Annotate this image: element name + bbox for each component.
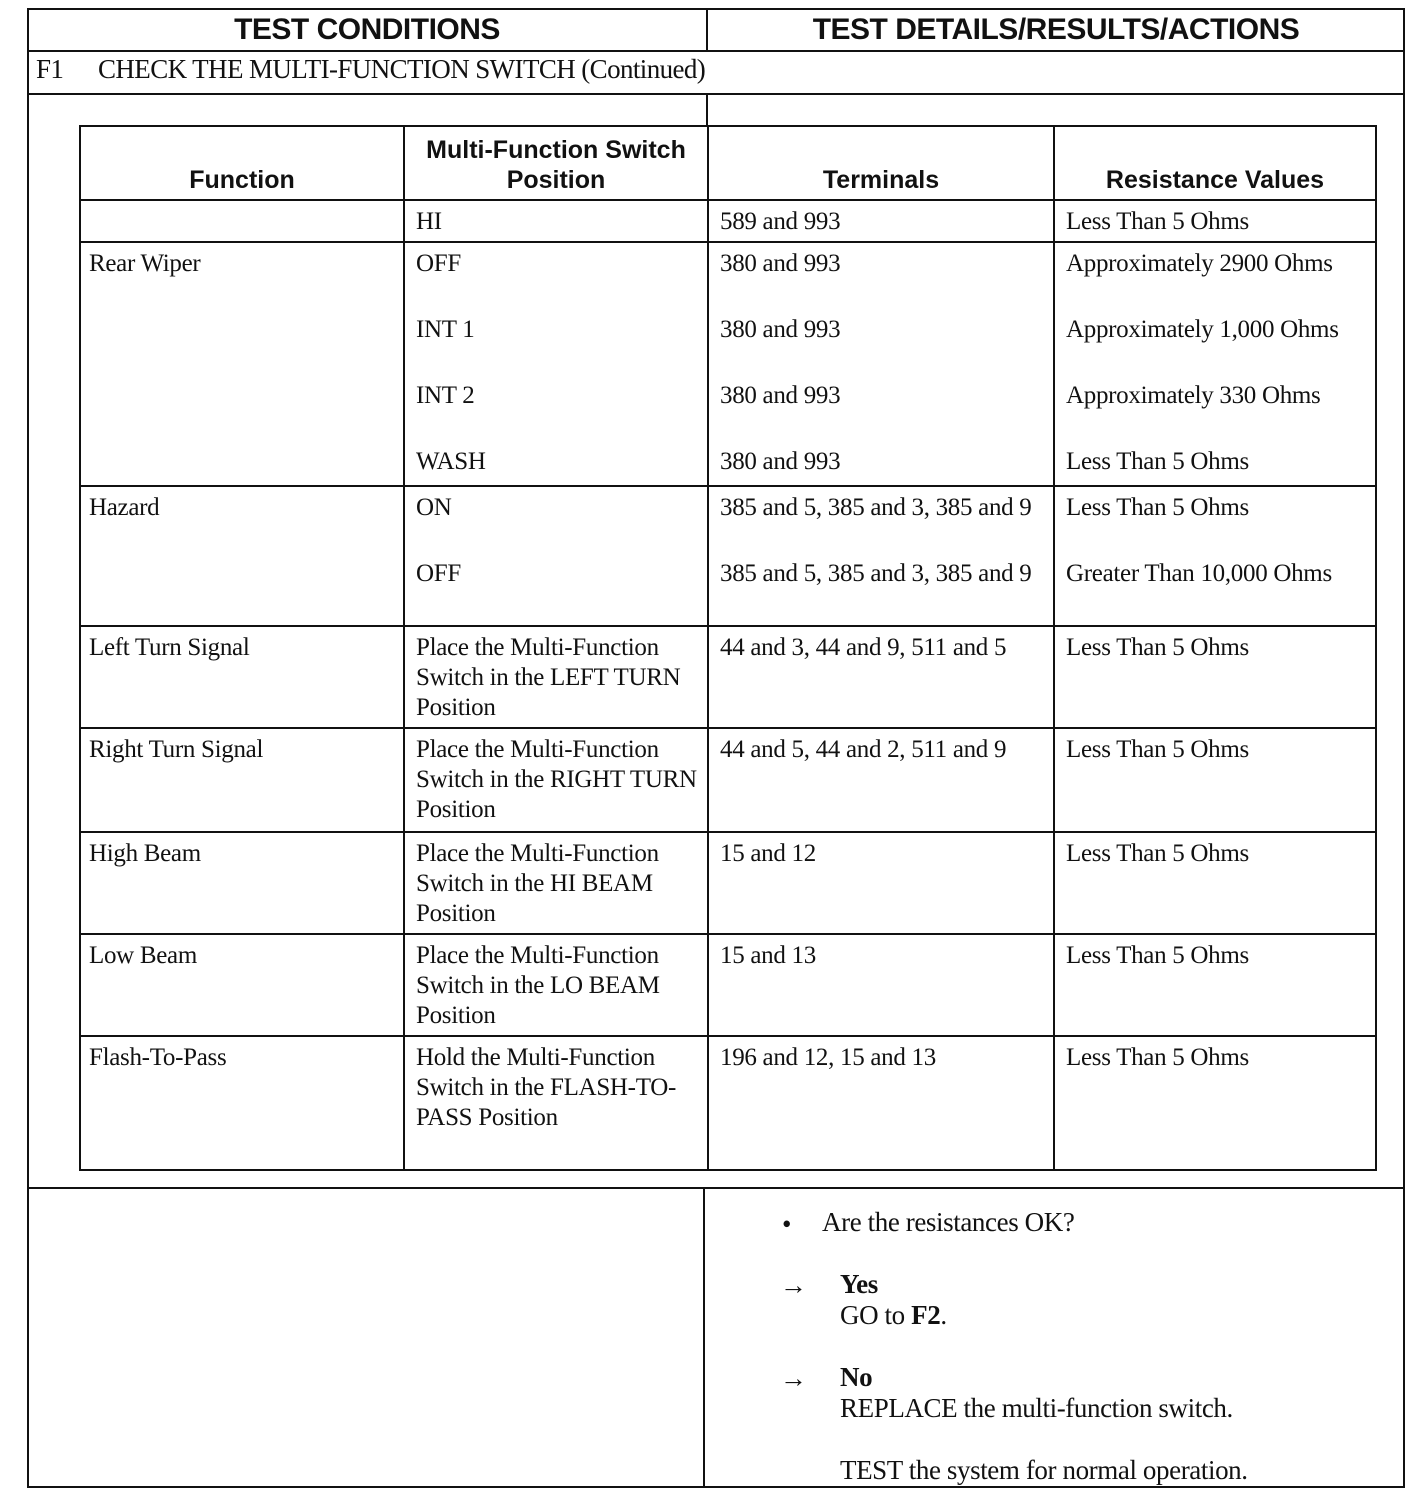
terminals-value: 15 and 12 <box>720 840 816 867</box>
position-value: Place the Multi-Function Switch in the LEFT TURN Position <box>416 634 681 721</box>
position-value: HI <box>416 208 442 235</box>
terminals-cell <box>708 242 1054 486</box>
resistance-cell <box>1054 1036 1376 1170</box>
resistance-value: Less Than 5 Ohms <box>1066 634 1249 661</box>
position-value: OFF <box>416 250 461 277</box>
terminals-cell <box>708 626 1054 728</box>
position-value: ON <box>416 494 452 521</box>
position-cell <box>404 934 708 1036</box>
column-header-resistance <box>1054 126 1376 200</box>
yes-action-target: F2 <box>911 1300 941 1330</box>
function-cell <box>80 242 404 486</box>
no-arrow-icon: → <box>780 1363 807 1393</box>
position-value: Place the Multi-Function Switch in the RIGHT TURN Position <box>416 736 697 823</box>
terminals-value: 380 and 993 <box>720 448 841 475</box>
function-text: Right Turn Signal <box>89 736 264 763</box>
position-cell <box>404 200 708 242</box>
position-cell <box>404 832 708 934</box>
yes-label: Yes <box>840 1269 878 1299</box>
terminals-cell <box>708 728 1054 832</box>
table-row <box>80 200 1376 242</box>
resistance-value: Approximately 1,000 Ohms <box>1066 316 1339 343</box>
resistance-cell <box>1054 486 1376 626</box>
question-text: Are the resistances OK? <box>822 1207 1075 1237</box>
column-header-line: Function <box>189 166 295 194</box>
terminals-value: 380 and 993 <box>720 250 841 277</box>
position-cell <box>404 486 708 626</box>
resistance-value: Less Than 5 Ohms <box>1066 208 1249 235</box>
resistance-cell-content <box>1055 243 1375 485</box>
function-text: Left Turn Signal <box>89 634 250 661</box>
resistance-cell <box>1054 626 1376 728</box>
position-cell <box>404 626 708 728</box>
resistance-cell <box>1054 200 1376 242</box>
lower-top-rule <box>27 1187 1405 1189</box>
step-title-text: CHECK THE MULTI-FUNCTION SWITCH (Continued) <box>98 54 706 84</box>
position-value: Hold the Multi-Function Switch in the FLASH-TO-PASS Position <box>416 1044 676 1131</box>
step-title <box>36 54 705 85</box>
terminals-value: 44 and 3, 44 and 9, 511 and 5 <box>720 634 1007 661</box>
resistance-cell-content <box>1055 201 1375 241</box>
resistance-value: Greater Than 10,000 Ohms <box>1066 560 1332 587</box>
table-row <box>80 242 1376 486</box>
resistance-cell-content <box>1055 487 1375 623</box>
function-cell <box>80 1036 404 1170</box>
function-cell <box>80 934 404 1036</box>
terminals-cell-content <box>709 201 1053 241</box>
lower-divider <box>703 1187 705 1488</box>
yes-action <box>840 1300 947 1331</box>
resistance-value: Less Than 5 Ohms <box>1066 942 1249 969</box>
yes-arrow-icon: → <box>780 1270 807 1300</box>
position-cell-content <box>405 1037 707 1137</box>
terminals-cell-content <box>709 1037 1053 1077</box>
position-value: Place the Multi-Function Switch in the LO BEAM Position <box>416 942 660 1029</box>
terminals-value: 380 and 993 <box>720 382 841 409</box>
terminals-cell <box>708 832 1054 934</box>
table-body <box>80 200 1376 1170</box>
resistance-cell-content <box>1055 627 1375 667</box>
function-cell <box>80 486 404 626</box>
position-cell-content <box>405 833 707 933</box>
terminals-value: 385 and 5, 385 and 3, 385 and 9 <box>720 494 1032 521</box>
resistance-value: Less Than 5 Ohms <box>1066 494 1249 521</box>
table-header-row <box>80 126 1376 200</box>
step-bottom-rule <box>27 93 1405 95</box>
position-value: INT 1 <box>416 316 475 343</box>
terminals-cell <box>708 934 1054 1036</box>
position-cell-content <box>405 627 707 727</box>
column-header-line: Multi-Function Switch <box>426 136 686 164</box>
no-label: No <box>840 1362 873 1392</box>
resistance-cell-content <box>1055 729 1375 769</box>
terminals-value: 15 and 13 <box>720 942 816 969</box>
position-value: Place the Multi-Function Switch in the HI BEAM Position <box>416 840 659 927</box>
position-cell-content <box>405 729 707 829</box>
function-text: Rear Wiper <box>89 250 201 277</box>
terminals-value: 44 and 5, 44 and 2, 511 and 9 <box>720 736 1007 763</box>
table-row <box>80 486 1376 626</box>
resistance-value: Approximately 2900 Ohms <box>1066 250 1333 277</box>
column-header-line: Resistance Values <box>1105 166 1325 194</box>
upper-divider <box>706 93 708 127</box>
terminals-cell-content <box>709 487 1053 623</box>
header-bottom-rule <box>27 50 1405 52</box>
position-cell <box>404 728 708 832</box>
function-text: High Beam <box>89 840 201 867</box>
resistance-cell <box>1054 242 1376 486</box>
column-header-terminals <box>708 126 1054 200</box>
resistance-value: Approximately 330 Ohms <box>1066 382 1321 409</box>
position-value: INT 2 <box>416 382 475 409</box>
no-action-replace: REPLACE the multi-function switch. <box>840 1393 1233 1423</box>
function-cell <box>80 200 404 242</box>
function-text: Flash-To-Pass <box>89 1044 227 1071</box>
function-text: Hazard <box>89 494 160 521</box>
resistance-cell-content <box>1055 1037 1375 1077</box>
yes-action-suffix: . <box>940 1300 947 1330</box>
function-cell <box>80 832 404 934</box>
resistance-value: Less Than 5 Ohms <box>1066 840 1249 867</box>
position-cell <box>404 1036 708 1170</box>
terminals-cell-content <box>709 729 1053 769</box>
function-cell <box>80 626 404 728</box>
terminals-cell-content <box>709 833 1053 873</box>
table-row <box>80 934 1376 1036</box>
terminals-value: 196 and 12, 15 and 13 <box>720 1044 936 1071</box>
column-header-line: Position <box>506 166 606 194</box>
function-cell <box>80 728 404 832</box>
resistance-cell <box>1054 728 1376 832</box>
resistance-value: Less Than 5 Ohms <box>1066 736 1249 763</box>
resistance-value: Less Than 5 Ohms <box>1066 448 1249 475</box>
terminals-value: 589 and 993 <box>720 208 841 235</box>
no-action-test: TEST the system for normal operation. <box>840 1455 1248 1485</box>
header-divider <box>706 8 708 52</box>
function-text <box>81 201 403 211</box>
resistance-table <box>79 125 1377 1171</box>
terminals-value: 385 and 5, 385 and 3, 385 and 9 <box>720 560 1032 587</box>
terminals-cell <box>708 1036 1054 1170</box>
resistance-cell-content <box>1055 935 1375 975</box>
terminals-value: 380 and 993 <box>720 316 841 343</box>
column-header-line: Terminals <box>822 166 940 194</box>
position-cell-content <box>405 243 707 485</box>
position-cell-content <box>405 935 707 1035</box>
header-test-details: TEST DETAILS/RESULTS/ACTIONS <box>812 12 1300 46</box>
position-value: OFF <box>416 560 461 587</box>
yes-action-prefix: GO to <box>840 1300 912 1330</box>
position-value: WASH <box>416 448 486 475</box>
resistance-value: Less Than 5 Ohms <box>1066 1044 1249 1071</box>
position-cell-content <box>405 487 707 623</box>
column-header-function <box>80 126 404 200</box>
resistance-cell <box>1054 934 1376 1036</box>
column-header-position <box>404 126 708 200</box>
table-row <box>80 728 1376 832</box>
terminals-cell-content <box>709 243 1053 485</box>
function-text: Low Beam <box>89 942 197 969</box>
terminals-cell <box>708 200 1054 242</box>
terminals-cell-content <box>709 627 1053 667</box>
header-test-conditions: TEST CONDITIONS <box>234 12 500 46</box>
question-bullet: • <box>782 1209 792 1239</box>
terminals-cell <box>708 486 1054 626</box>
resistance-cell <box>1054 832 1376 934</box>
position-cell <box>404 242 708 486</box>
step-number: F1 <box>36 54 64 84</box>
table-row <box>80 626 1376 728</box>
position-cell-content <box>405 201 707 241</box>
table-row <box>80 1036 1376 1170</box>
terminals-cell-content <box>709 935 1053 975</box>
resistance-cell-content <box>1055 833 1375 873</box>
table-row <box>80 832 1376 934</box>
